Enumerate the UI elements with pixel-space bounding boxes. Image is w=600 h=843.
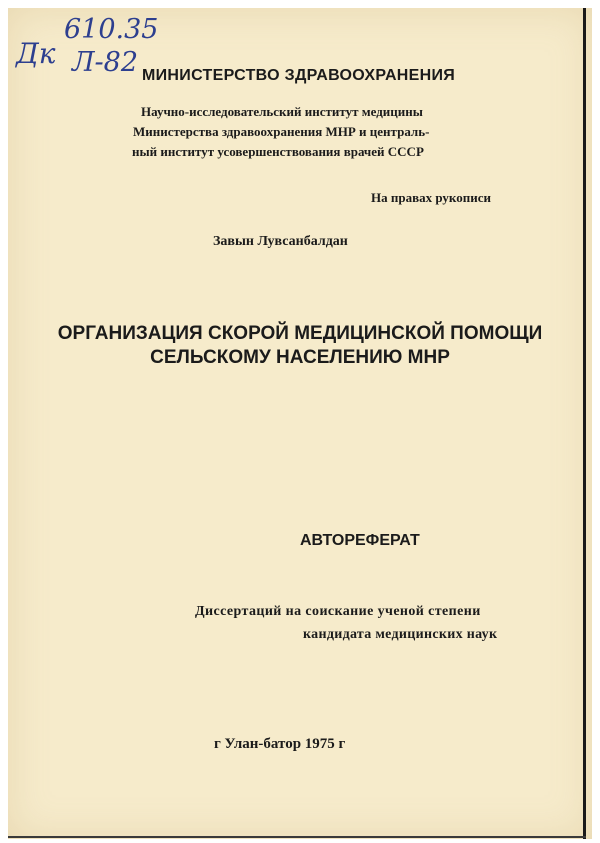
document-type-heading: АВТОРЕФЕРАТ xyxy=(300,532,420,549)
institute-line-1: Научно-исследовательский институт медицины xyxy=(141,104,423,119)
degree-line-1: Диссертаций на соискание ученой степени xyxy=(195,604,481,619)
institute-line-2: Министерства здравоохранения МНР и централь- xyxy=(133,124,430,139)
handwritten-prefix: Дк xyxy=(16,37,56,70)
handwritten-call-number-bottom: Л-82 xyxy=(72,47,139,78)
scan-bottom-edge xyxy=(8,836,586,838)
degree-line-2: кандидата медицинских наук xyxy=(303,627,498,642)
institute-line-3: ный институт усовершенствования врачей СССР xyxy=(132,144,424,159)
handwritten-call-number-top: 610.35 xyxy=(64,14,159,45)
author-name: Завын Лувсанбалдан xyxy=(213,234,348,249)
manuscript-rights-note: На правах рукописи xyxy=(371,190,491,205)
dissertation-title-line-1: ОРГАНИЗАЦИЯ СКОРОЙ МЕДИЦИНСКОЙ ПОМОЩИ xyxy=(57,323,543,344)
ministry-heading: МИНИСТЕРСТВО ЗДРАВООХРАНЕНИЯ xyxy=(142,67,456,84)
place-and-year: г Улан-батор 1975 г xyxy=(214,736,346,752)
scan-right-edge xyxy=(583,8,586,839)
dissertation-title-line-2: СЕЛЬСКОМУ НАСЕЛЕНИЮ МНР xyxy=(150,347,450,368)
